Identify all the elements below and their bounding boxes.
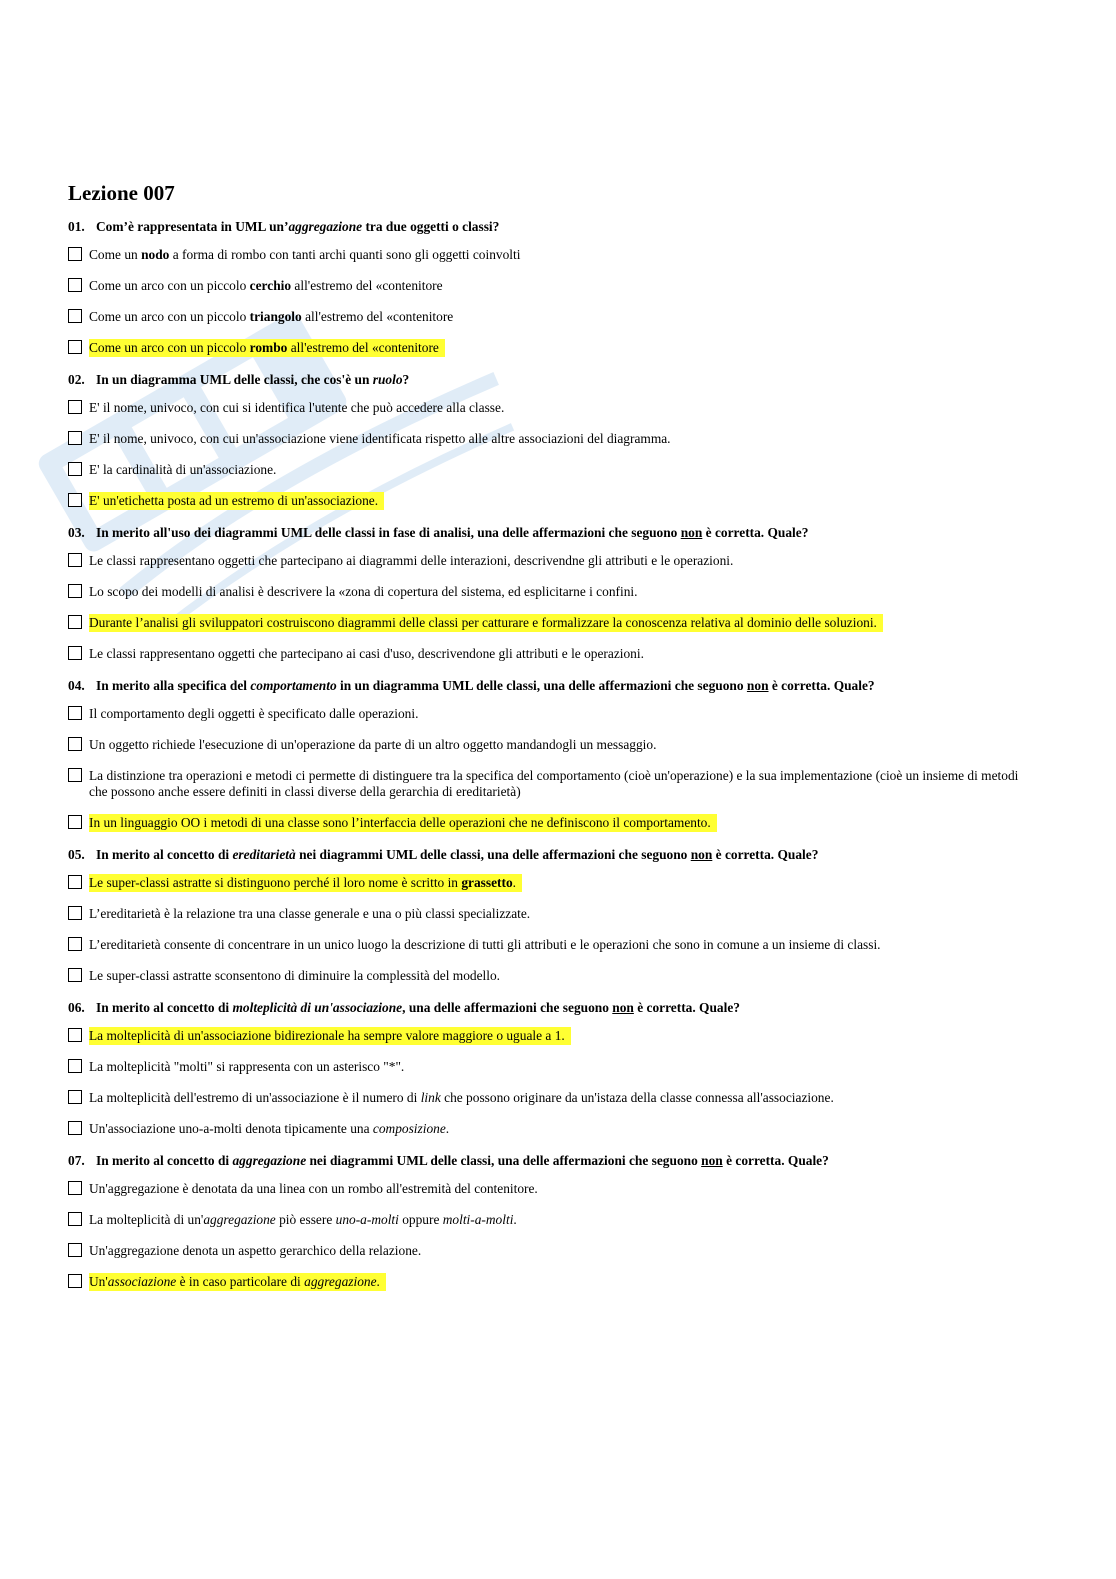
question-02	[68, 371, 1028, 509]
answer-text	[89, 309, 453, 324]
question-text	[68, 1152, 1028, 1170]
text-segment: L’ereditarietà consente di concentrare in un unico luogo la descrizione di tutti gli attributi e le operazioni che sono in comune a un insieme di classi.	[89, 937, 881, 952]
text-segment: La molteplicità di un'	[89, 1212, 204, 1227]
text-segment: composizione	[372, 1121, 446, 1136]
text-segment: rombo	[249, 340, 288, 355]
question-text	[68, 371, 1028, 389]
answer-option	[68, 646, 1028, 662]
text-segment: Come un arco con un piccolo	[89, 340, 250, 355]
question-text	[68, 677, 1028, 695]
answer-text	[89, 1121, 449, 1136]
text-segment: Le classi rappresentano oggetti che partecipano ai casi d'uso, descrivendone gli attributi e le operazioni.	[89, 646, 644, 661]
text-segment: Il comportamento degli oggetti è specificato dalle operazioni.	[89, 706, 419, 721]
text-segment: non	[680, 525, 703, 540]
question-05	[68, 846, 1028, 984]
answer-checkbox[interactable]	[68, 768, 82, 782]
question-07	[68, 1152, 1028, 1290]
answer-checkbox[interactable]	[68, 1243, 82, 1257]
text-segment: aggregazione	[288, 219, 363, 234]
correct-answer-text	[89, 614, 883, 632]
text-segment: E' il nome, univoco, con cui un'associazione viene identificata rispetto alle altre associazioni del diagramma.	[89, 431, 671, 446]
text-segment: Un'aggregazione denota un aspetto gerarchico della relazione.	[89, 1243, 422, 1258]
text-segment: Un'	[89, 1274, 108, 1289]
answer-checkbox[interactable]	[68, 1059, 82, 1073]
question-03	[68, 524, 1028, 662]
text-segment: molteplicità di un'associazione	[232, 1000, 403, 1015]
answer-text	[89, 1090, 834, 1105]
question-number: 04.	[68, 678, 85, 693]
answer-checkbox[interactable]	[68, 431, 82, 445]
answer-checkbox[interactable]	[68, 1274, 82, 1288]
correct-answer-text	[89, 1273, 386, 1291]
answer-text	[89, 706, 418, 721]
answer-text	[89, 431, 671, 446]
answer-checkbox[interactable]	[68, 278, 82, 292]
text-segment: non	[701, 1153, 723, 1168]
text-segment: Un oggetto richiede l'esecuzione di un'operazione da parte di un altro oggetto mandandogli un messaggio.	[89, 737, 657, 752]
text-segment: Un'associazione uno-a-molti denota tipicamente una	[89, 1121, 373, 1136]
answer-option	[68, 875, 1028, 891]
answer-text	[89, 737, 656, 752]
text-segment: triangolo	[249, 309, 302, 324]
text-segment: In merito al concetto di	[96, 1153, 233, 1168]
text-segment: L’ereditarietà è la relazione tra una classe generale e una o più classi specializzate.	[89, 906, 531, 921]
question-text	[68, 999, 1028, 1017]
answer-option	[68, 1274, 1028, 1290]
text-segment: link	[420, 1090, 441, 1105]
text-segment: piò essere	[275, 1212, 336, 1227]
text-segment: è in caso particolare di	[176, 1274, 305, 1289]
text-segment: In un linguaggio OO i metodi di una classe sono l’interfaccia delle operazioni che ne definiscono il comportamento.	[89, 815, 711, 830]
answer-text	[89, 1059, 404, 1074]
answer-checkbox[interactable]	[68, 968, 82, 982]
text-segment: molti-a-molti	[442, 1212, 514, 1227]
answer-option	[68, 553, 1028, 569]
answer-option	[68, 309, 1028, 325]
text-segment: , una delle affermazioni che seguono	[402, 1000, 613, 1015]
text-segment: non	[746, 678, 769, 693]
text-segment: è corretta. Quale?	[722, 1153, 829, 1168]
answer-option	[68, 1028, 1028, 1044]
answer-text	[89, 278, 443, 293]
text-segment: E' un'etichetta posta ad un estremo di un'associazione.	[89, 493, 379, 508]
text-segment: che possono originare da un'istaza della classe connessa all'associazione.	[440, 1090, 834, 1105]
text-segment: .	[445, 1121, 450, 1136]
text-segment: La molteplicità "molti" si rappresenta con un asterisco "*".	[89, 1059, 405, 1074]
text-segment: tra due oggetti o classi?	[362, 219, 500, 234]
answer-checkbox[interactable]	[68, 1121, 82, 1135]
correct-answer-text	[89, 874, 522, 892]
text-segment: .	[376, 1274, 380, 1289]
text-segment: aggregazione	[203, 1212, 276, 1227]
answer-option	[68, 1243, 1028, 1259]
answer-option	[68, 615, 1028, 631]
text-segment: In merito alla specifica del	[96, 678, 251, 693]
text-segment: Un'aggregazione è denotata da una linea con un rombo all'estremità del contenitore.	[89, 1181, 538, 1196]
text-segment: In merito al concetto di	[96, 847, 233, 862]
answer-option	[68, 584, 1028, 600]
answer-checkbox[interactable]	[68, 462, 82, 476]
answer-checkbox[interactable]	[68, 400, 82, 414]
answer-option	[68, 462, 1028, 478]
text-segment: in un diagramma UML delle classi, una delle affermazioni che seguono	[336, 678, 747, 693]
answer-option	[68, 1090, 1028, 1106]
answer-option	[68, 247, 1028, 263]
answer-text	[89, 646, 644, 661]
answer-option	[68, 706, 1028, 722]
answer-option	[68, 768, 1028, 800]
text-segment: Com’è rappresentata in UML un’	[96, 219, 289, 234]
answer-option	[68, 278, 1028, 294]
answer-option	[68, 340, 1028, 356]
answer-option	[68, 431, 1028, 447]
text-segment: ereditarietà	[232, 847, 296, 862]
answer-text	[89, 906, 530, 921]
text-segment: aggregazione	[304, 1274, 377, 1289]
text-segment: In merito all'uso dei diagrammi UML delle classi in fase di analisi, una delle affermazioni che seguono	[96, 525, 681, 540]
answer-option	[68, 968, 1028, 984]
text-segment: ?	[402, 372, 410, 387]
text-segment: La distinzione tra operazioni e metodi ci permette di distinguere tra la specifica del comportamento (cioè un'operazione) e la sua implementazione (cioè un insieme di metodi che possono anche essere definiti in classi diverse della gerarchia di ereditarietà)	[89, 768, 1019, 799]
text-segment: ruolo	[372, 372, 403, 387]
answer-option	[68, 493, 1028, 509]
text-segment: all'estremo del «contenitore	[291, 278, 443, 293]
answer-text	[89, 1212, 517, 1227]
answer-option	[68, 1212, 1028, 1228]
text-segment: nodo	[141, 247, 170, 262]
text-segment: all'estremo del «contenitore	[287, 340, 439, 355]
text-segment: è corretta. Quale?	[633, 1000, 740, 1015]
answer-text	[89, 584, 637, 599]
answer-option	[68, 737, 1028, 753]
question-04	[68, 677, 1028, 831]
answer-checkbox[interactable]	[68, 646, 82, 660]
answer-checkbox[interactable]	[68, 553, 82, 567]
question-list	[68, 218, 1028, 1290]
answer-text	[89, 553, 733, 568]
question-number: 05.	[68, 847, 85, 862]
answer-text	[89, 1181, 538, 1196]
text-segment: è corretta. Quale?	[702, 525, 809, 540]
answer-text	[89, 768, 1018, 799]
answer-checkbox[interactable]	[68, 906, 82, 920]
answer-option	[68, 1059, 1028, 1075]
text-segment: Le super-classi astratte si distinguono perché il loro nome è scritto in	[89, 875, 462, 890]
answer-text	[89, 937, 881, 952]
text-segment: è corretta. Quale?	[712, 847, 819, 862]
question-text	[68, 218, 1028, 236]
answer-checkbox[interactable]	[68, 340, 82, 354]
text-segment: In merito al concetto di	[96, 1000, 233, 1015]
answer-option	[68, 1121, 1028, 1137]
text-segment: comportamento	[250, 678, 337, 693]
text-segment: E' la cardinalità di un'associazione.	[89, 462, 277, 477]
answer-option	[68, 937, 1028, 953]
question-01	[68, 218, 1028, 356]
answer-checkbox[interactable]	[68, 706, 82, 720]
answer-option	[68, 1181, 1028, 1197]
text-segment: In un diagramma UML delle classi, che cos'è un	[96, 372, 373, 387]
question-text	[68, 846, 1028, 864]
question-text	[68, 524, 1028, 542]
text-segment: all'estremo del «contenitore	[301, 309, 454, 324]
document-page	[68, 180, 1028, 1305]
text-segment: non	[612, 1000, 634, 1015]
answer-checkbox[interactable]	[68, 1028, 82, 1042]
question-06	[68, 999, 1028, 1137]
answer-checkbox[interactable]	[68, 1212, 82, 1226]
text-segment: nei diagrammi UML delle classi, una delle affermazioni che seguono	[295, 847, 691, 862]
correct-answer-text	[89, 1027, 571, 1045]
answer-checkbox[interactable]	[68, 737, 82, 751]
answer-text	[89, 400, 504, 415]
answer-checkbox[interactable]	[68, 615, 82, 629]
text-segment: è corretta. Quale?	[768, 678, 875, 693]
text-segment: Le super-classi astratte sconsentono di diminuire la complessità del modello.	[89, 968, 501, 983]
text-segment: cerchio	[249, 278, 292, 293]
question-number: 02.	[68, 372, 85, 387]
answer-option	[68, 400, 1028, 416]
text-segment: Lo scopo dei modelli di analisi è descrivere la «zona di copertura del sistema, ed esplicitarne i confini.	[89, 584, 638, 599]
answer-checkbox[interactable]	[68, 875, 82, 889]
answer-checkbox[interactable]	[68, 584, 82, 598]
text-segment: aggregazione	[232, 1153, 307, 1168]
text-segment: La molteplicità di un'associazione bidirezionale ha sempre valore maggiore o uguale a 1.	[89, 1028, 565, 1043]
text-segment: Come un	[89, 247, 142, 262]
text-segment: Durante l’analisi gli sviluppatori costruiscono diagrammi delle classi per catturare e formalizzare la conoscenza relativa al dominio delle soluzioni.	[89, 615, 877, 630]
answer-checkbox[interactable]	[68, 493, 82, 507]
answer-checkbox[interactable]	[68, 247, 82, 261]
question-number: 01.	[68, 219, 85, 234]
text-segment: Come un arco con un piccolo	[89, 278, 250, 293]
text-segment: oppure	[398, 1212, 443, 1227]
text-segment: associazione	[107, 1274, 177, 1289]
correct-answer-text	[89, 492, 384, 510]
text-segment: Le classi rappresentano oggetti che partecipano ai diagrammi delle interazioni, descrivendne gli attributi e le operazioni.	[89, 553, 734, 568]
correct-answer-text	[89, 339, 445, 357]
text-segment: Come un arco con un piccolo	[89, 309, 250, 324]
answer-text	[89, 462, 276, 477]
text-segment: a forma di rombo con tanti archi quanti sono gli oggetti coinvolti	[169, 247, 521, 262]
text-segment: nei diagrammi UML delle classi, una delle affermazioni che seguono	[306, 1153, 702, 1168]
lesson-title: Lezione 007	[68, 181, 175, 205]
text-segment: La molteplicità dell'estremo di un'associazione è il numero di	[89, 1090, 421, 1105]
answer-text	[89, 968, 500, 983]
answer-option	[68, 906, 1028, 922]
text-segment: non	[690, 847, 713, 862]
text-segment: uno-a-molti	[335, 1212, 399, 1227]
answer-text	[89, 247, 520, 262]
answer-checkbox[interactable]	[68, 937, 82, 951]
text-segment: .	[513, 1212, 517, 1227]
answer-checkbox[interactable]	[68, 309, 82, 323]
answer-checkbox[interactable]	[68, 1090, 82, 1104]
answer-checkbox[interactable]	[68, 815, 82, 829]
text-segment: grassetto	[461, 875, 513, 890]
question-number: 06.	[68, 1000, 85, 1015]
answer-option	[68, 815, 1028, 831]
text-segment: E' il nome, univoco, con cui si identifica l'utente che può accedere alla classe.	[89, 400, 505, 415]
question-number: 03.	[68, 525, 85, 540]
text-segment: .	[512, 875, 517, 890]
answer-text	[89, 1243, 421, 1258]
question-number: 07.	[68, 1153, 85, 1168]
answer-checkbox[interactable]	[68, 1181, 82, 1195]
correct-answer-text	[89, 814, 717, 832]
